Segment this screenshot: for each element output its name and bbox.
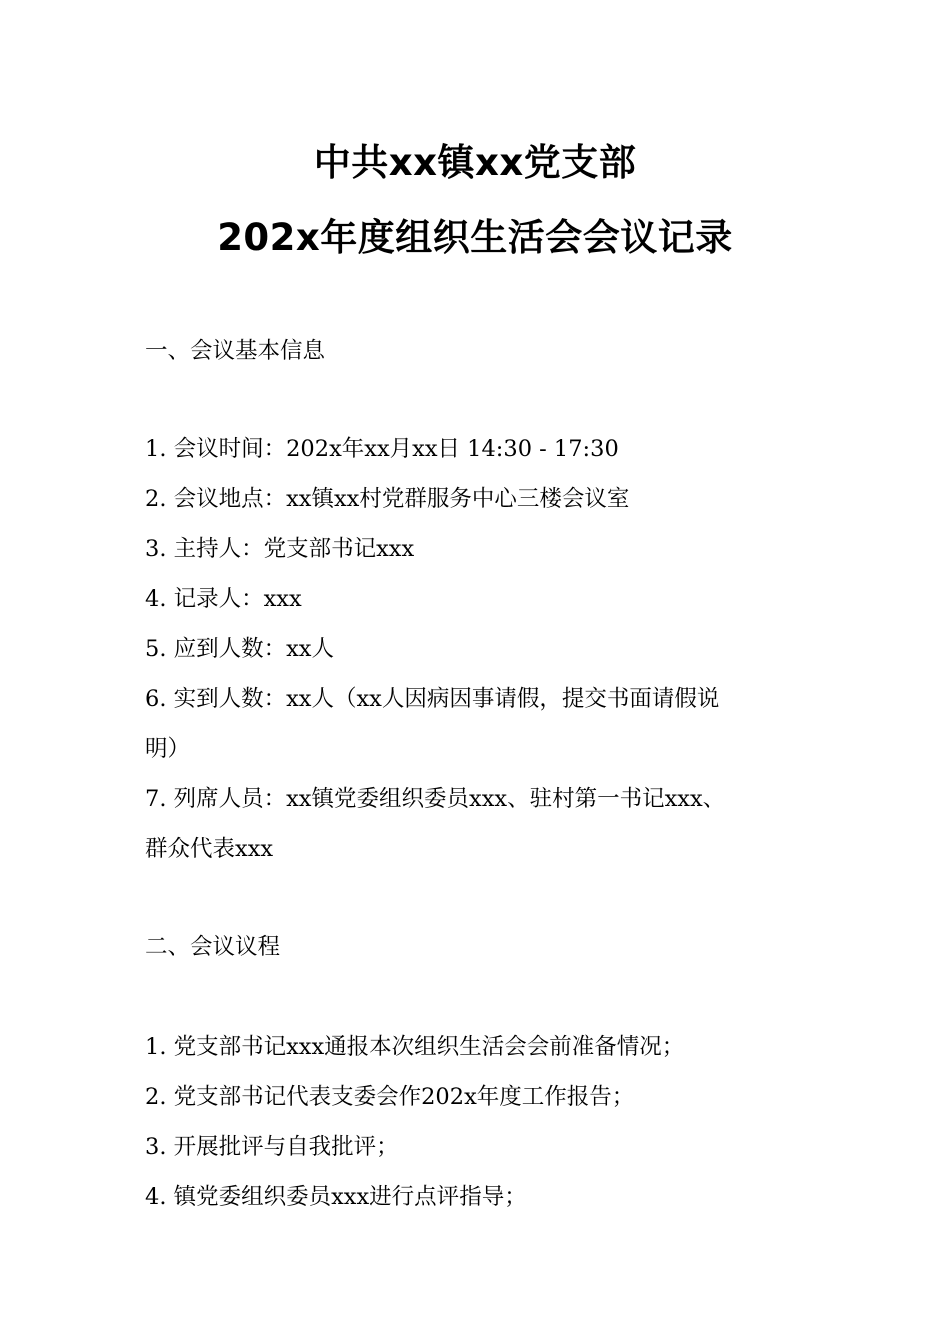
- info-item-observers: 7. 列席人员：xx镇党委组织委员xxx、驻村第一书记xxx、: [145, 786, 726, 812]
- agenda-item-1: 1. 党支部书记xxx通报本次组织生活会会前准备情况；: [145, 1034, 685, 1060]
- info-item-actual-attendance-cont: 明）: [145, 736, 191, 762]
- agenda-item-2: 2. 党支部书记代表支委会作202x年度工作报告；: [145, 1084, 635, 1110]
- info-item-host: 3. 主持人：党支部书记xxx: [145, 536, 415, 562]
- agenda-item-4: 4. 镇党委组织委员xxx进行点评指导；: [145, 1184, 527, 1210]
- info-item-time: 1. 会议时间：202x年xx月xx日 14:30 - 17:30: [145, 436, 619, 462]
- document-title-line-1: 中共xx镇xx党支部: [313, 141, 637, 184]
- agenda-item-3: 3. 开展批评与自我批评；: [145, 1134, 399, 1160]
- info-item-recorder: 4. 记录人：xxx: [145, 586, 302, 612]
- document-title-line-2: 202x年度组织生活会会议记录: [217, 216, 733, 259]
- info-item-expected-attendance: 5. 应到人数：xx人: [145, 636, 334, 662]
- info-item-observers-cont: 群众代表xxx: [145, 836, 274, 862]
- section-heading-basic-info: 一、会议基本信息: [145, 338, 326, 364]
- info-item-actual-attendance: 6. 实到人数：xx人（xx人因病因事请假，提交书面请假说: [145, 686, 720, 712]
- info-item-location: 2. 会议地点：xx镇xx村党群服务中心三楼会议室: [145, 486, 630, 512]
- section-heading-agenda: 二、会议议程: [145, 934, 281, 960]
